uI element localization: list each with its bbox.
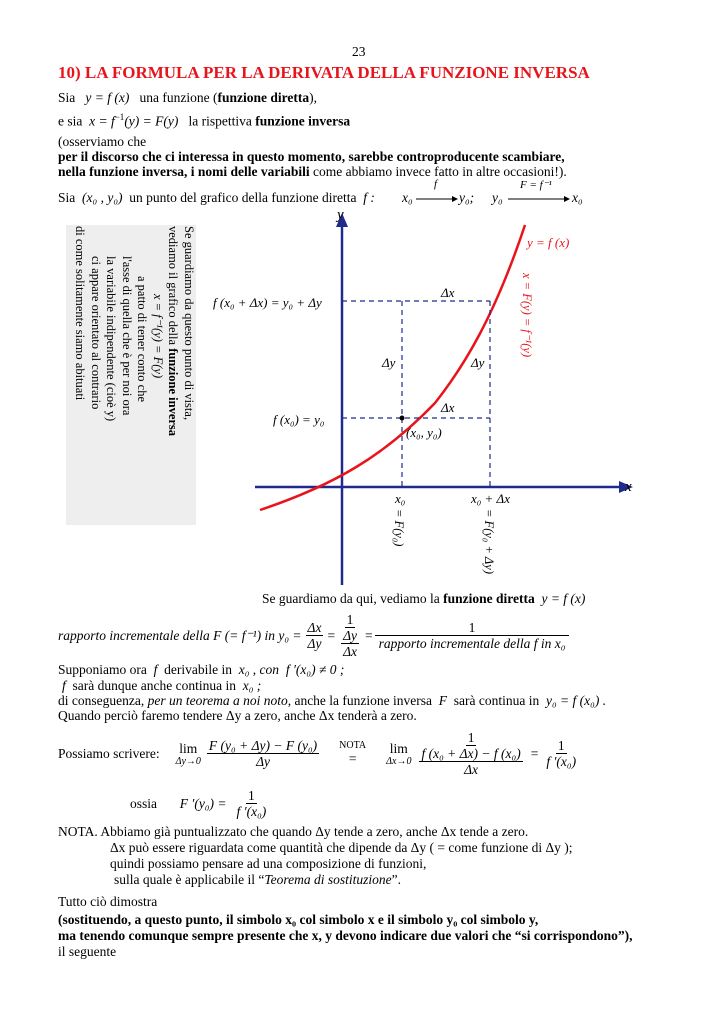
curve-label: y = f (x) bbox=[527, 235, 570, 250]
nota-line-3: quindi possiamo pensare ad una composizione di funzioni, bbox=[110, 856, 427, 871]
label-dx-mid: Δx bbox=[441, 400, 455, 415]
label-f-x0dx: f (x₀ + Δx) = y₀ + Δy bbox=[213, 295, 322, 310]
map-arrow-1 bbox=[416, 194, 458, 204]
tick-x0dx-rotated: = F(y₀ + Δy) bbox=[482, 509, 496, 574]
map-x0: x₀ bbox=[402, 190, 413, 205]
end-line-2: (sostituendo, a questo punto, il simbolo x₀ col simbolo x e il simbolo y₀ col simbolo y, bbox=[58, 912, 539, 927]
body-line-4: Quando perciò faremo tendere Δy a zero, anche Δx tenderà a zero. bbox=[58, 708, 417, 723]
intro-line-3: (osserviamo che bbox=[58, 134, 147, 149]
label-f-x0: f (x₀) = y₀ bbox=[273, 412, 325, 427]
side-note: Se guardiamo da questo punto di vista, vediamo il grafico della funzione inversa x = f⁻¹(y) = F(y) a patto di tener conto che l'asse di quella che è per noi ora la variabile indipendente (cioè y) ci appare orientato al contrario di come solitamente siamo abituati bbox=[73, 226, 196, 437]
result-formula: ossia F ′(y₀) = $\frac{1}{\text{f ′(x₀)}}$ bbox=[130, 788, 267, 819]
map2-label: F = f⁻¹ bbox=[520, 179, 552, 191]
intro-line-5: nella funzione inversa, i nomi delle variabili come abbiamo invece fatto in altre occasioni!). bbox=[58, 164, 567, 179]
body-line-3: di conseguenza, per un teorema a noi noto, anche la funzione inversa F sarà continua in y₀ = f (x₀) . bbox=[58, 693, 607, 708]
map-y0: y₀; bbox=[459, 190, 475, 205]
label-point: (x₀, y₀) bbox=[406, 425, 442, 440]
section-title: 10) LA FORMULA PER LA DERIVATA DELLA FUNZIONE INVERSA bbox=[58, 63, 590, 82]
graph-caption: Se guardiamo da qui, vediamo la funzione diretta y = f (x) bbox=[262, 591, 586, 606]
point-x0-y0 bbox=[400, 416, 405, 421]
label-dy-left: Δy bbox=[382, 355, 396, 370]
label-dx-top: Δx bbox=[441, 285, 455, 300]
intro-line-4: per il discorso che ci interessa in questo momento, sarebbe controproducente scambiare, bbox=[58, 149, 565, 164]
tick-x0-rotated: = F(y₀) bbox=[392, 509, 406, 547]
nota-line-4: sulla quale è applicabile il “Teorema di sostituzione”. bbox=[114, 872, 401, 887]
map2-y0: y₀ bbox=[492, 190, 503, 205]
body-line-1: Supponiamo ora f derivabile in x₀ , con f ′(x₀) ≠ 0 ; bbox=[58, 662, 345, 677]
map2-x0: x₀ bbox=[572, 190, 583, 205]
nota-line-1: NOTA. Abbiamo già puntualizzato che quando Δy tende a zero, anche Δx tende a zero. bbox=[58, 824, 529, 839]
inverse-label: x = F(y) = f⁻¹(y) bbox=[520, 273, 534, 358]
body-line-2: f sarà dunque anche continua in x₀ ; bbox=[62, 678, 262, 693]
ratio-formula: rapporto incrementale della F (= f⁻¹) in y₀ = $\frac{\Delta x}{\Delta y}$ = $\frac{1}{\frac{\Delta y}{\Delta x}}$ = $\frac{1}{\text{rapporto incrementale della f in x₀}}$ bbox=[58, 612, 567, 659]
map-f-label: f bbox=[434, 178, 438, 190]
y-axis-label: y bbox=[337, 207, 344, 223]
tick-x0dx: x₀ + Δx bbox=[471, 491, 510, 506]
intro-line-1: Sia y = f (x) una funzione (funzione diretta), bbox=[58, 90, 317, 105]
map-arrow-2 bbox=[508, 194, 570, 204]
intro-line-2: e sia $x = f^{-1}(y) = F(y)$ la rispettiva funzione inversa bbox=[58, 112, 351, 129]
label-dy-right: Δy bbox=[471, 355, 485, 370]
limit-equation: Possiamo scrivere: lim Δy→0 $\frac{\text{F (y₀ + Δy) − F (y₀)}}{\Delta y}$ NOTA = lim Δx→0 $\frac{1}{\frac{\text{f (x₀ + Δx) − f (x₀)}}{\Delta x}}$ = $\frac{1}{\text{f ′(x₀)}}$ bbox=[58, 730, 577, 777]
inverse-function-graph bbox=[205, 205, 645, 590]
page-number: 23 bbox=[352, 44, 366, 59]
tick-x0: x₀ bbox=[395, 491, 406, 506]
end-line-1: Tutto ciò dimostra bbox=[58, 894, 158, 909]
nota-line-2: Δx può essere riguardata come quantità che dipende da Δy ( = come funzione di Δy ); bbox=[110, 840, 573, 855]
x-axis-label: x bbox=[625, 479, 632, 495]
intro-line-6: Sia (x₀ , y₀) un punto del grafico della funzione diretta f : bbox=[58, 190, 375, 205]
end-line-4: il seguente bbox=[58, 944, 117, 959]
end-line-3: ma tenendo comunque sempre presente che x, y devono indicare due valori che “si corrispondono”), bbox=[58, 928, 633, 943]
